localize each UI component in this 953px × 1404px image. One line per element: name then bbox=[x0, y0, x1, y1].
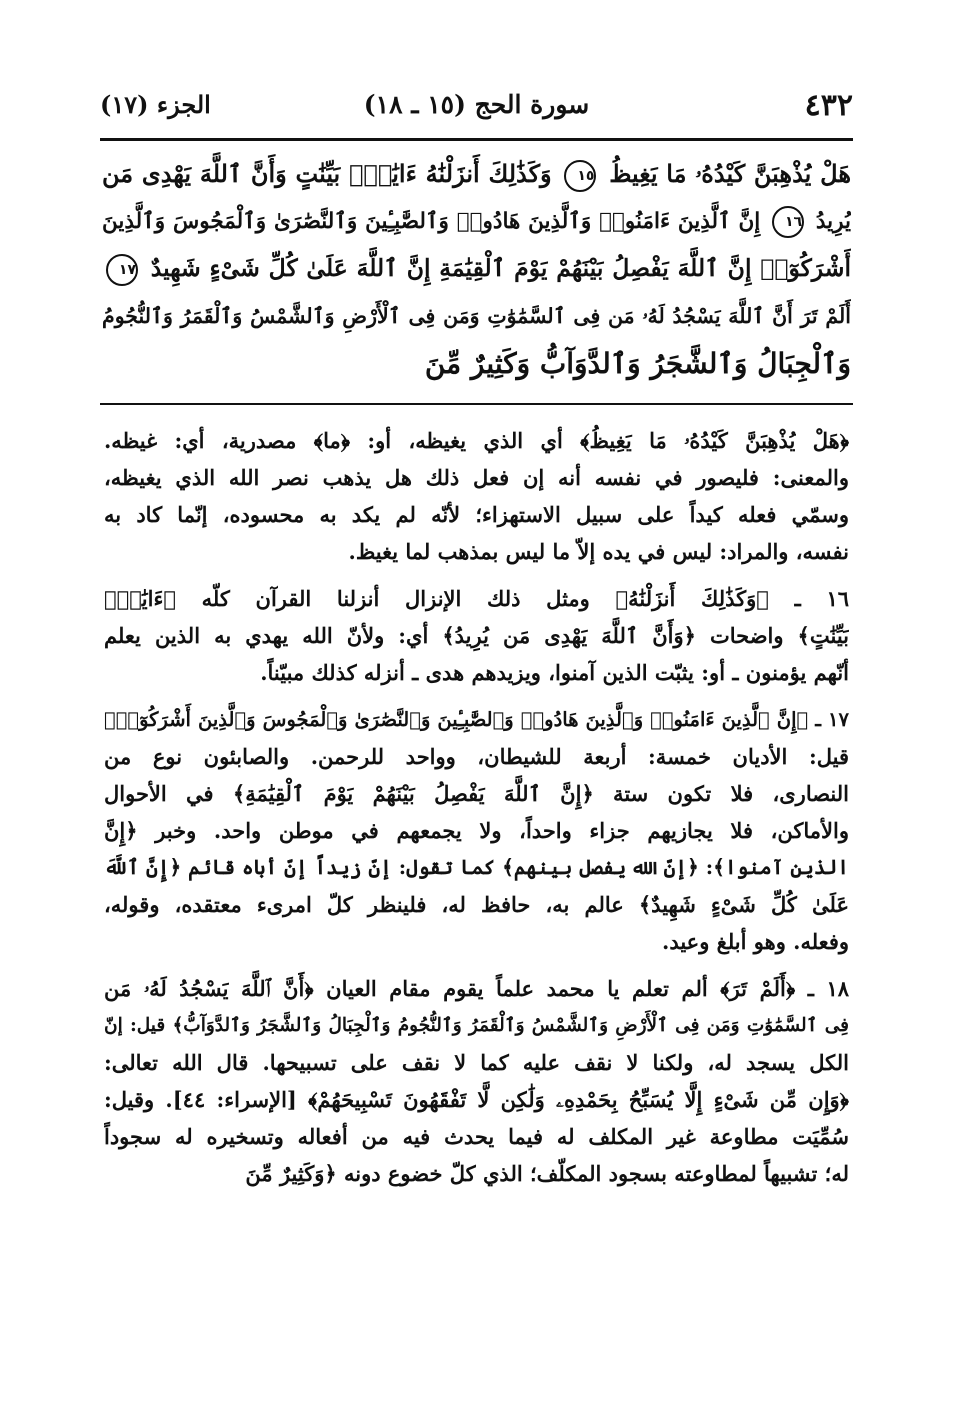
quran-verse-block bbox=[102, 150, 851, 390]
commentary-line: نفسه، والمراد: ليس في يده إلاّ ما ليس بمذهب لما يغيظ. bbox=[348, 539, 849, 564]
page-number: ٤٣٢ bbox=[804, 88, 853, 123]
commentary-paragraph bbox=[104, 422, 849, 570]
commentary-line: عَلَىٰ كُلِّ شَىْءٍ شَهِيدٌ﴾ عالم به، حافظ له، فلينظر كلّ امرىء معتقده، وقوله، bbox=[104, 892, 849, 917]
verse-text: هَلْ يُذْهِبَنَّ كَيْدُهُۥ مَا يَغِيظُ bbox=[609, 159, 851, 188]
verse-text: يُرِيدُ bbox=[815, 208, 851, 234]
commentary-line: والمعنى: فليصور في نفسه أنه إن فعل ذلك هل يذهب نصر الله الذي يغيظه، bbox=[104, 465, 849, 490]
commentary-line: ﴿وَإِن مِّن شَىْءٍ إِلَّا يُسَبِّحُ بِحَمْدِهِۦ وَلَٰكِن لَّا تَفْقَهُونَ تَسْبِيحَهُمْ﴾ [الإسراء: ٤٤]. وقيل: bbox=[104, 1087, 849, 1112]
commentary-paragraph bbox=[104, 580, 849, 691]
commentary-line: أنّهم يؤمنون ـ أو: يثبّت الذين آمنوا، ويزيدهم هدى ـ أنزله كذلك مبيّناً. bbox=[260, 660, 849, 685]
commentary-block bbox=[104, 422, 849, 1202]
commentary-line: النصارى، فلا تكون ستة ﴿إِنَّ ٱللَّهَ يَفْصِلُ بَيْنَهُمْ يَوْمَ ٱلْقِيَٰمَةِ﴾ في الأحوال bbox=[104, 781, 849, 806]
verse-line bbox=[102, 198, 851, 246]
commentary-line: بَيِّنَٰتٍ﴾ واضحات ﴿وَأَنَّ ٱللَّهَ يَهْدِى مَن يُرِيدُ﴾ أي: ولأنّ الله يهدي به الذين يعلم bbox=[104, 623, 849, 648]
surah-title: سورة الحج (١٥ ـ ١٨) bbox=[363, 90, 590, 119]
commentary-line: سُمِّيَت مطاوعة غير المكلف له فيما يحدث فيه من أفعاله وتسخيره له سجوداً bbox=[104, 1124, 849, 1149]
commentary-line: وسمّي فعله كيداً على سبيل الاستهزاء؛ لأنّه لم يكد به محسوده، إنّما كاد به bbox=[104, 502, 849, 527]
section-divider bbox=[100, 403, 853, 405]
ayah-marker-icon: ١٥ bbox=[564, 160, 596, 192]
commentary-line: فِى ٱلسَّمَٰوَٰتِ وَمَن فِى ٱلْأَرْضِ وَٱلشَّمْسُ وَٱلْقَمَرُ وَٱلنُّجُومُ وَٱلْجِبَالُ وَٱلشَّجَرُ وَٱلدَّوَآبُّ﴾ قيل: إنّ bbox=[104, 1015, 849, 1036]
ayah-marker-icon: ١٧ bbox=[106, 254, 138, 286]
verse-text: إِنَّ ٱلَّذِينَ ءَامَنُوا۟ وَٱلَّذِينَ هَادُوا۟ وَٱلصَّٰبِـِٔينَ وَٱلنَّصَٰرَىٰ وَٱلْمَجُوسَ وَٱلَّذِينَ bbox=[102, 208, 761, 234]
juz-label: الجزء (١٧) bbox=[100, 90, 211, 119]
commentary-line: وفعله. وهو أبلغ وعيد. bbox=[662, 929, 849, 954]
commentary-line: الكل يسجد له، ولكنا لا نقف عليه كما لا نقف على تسبيحها. قال الله تعالى: bbox=[104, 1050, 849, 1075]
verse-line bbox=[102, 340, 851, 388]
verse-line bbox=[102, 150, 851, 198]
verse-text: أَلَمْ تَرَ أَنَّ ٱللَّهَ يَسْجُدُ لَهُۥ مَن فِى ٱلسَّمَٰوَٰتِ وَمَن فِى ٱلْأَرْضِ وَٱلشَّمْسُ وَٱلْقَمَرُ وَٱلنُّجُومُ bbox=[102, 303, 851, 328]
header-divider bbox=[100, 138, 853, 141]
commentary-line: له؛ تشبيهاً لمطاوعته بسجود المكلّف؛ الذي كلّ خضوع دونه ﴿وَكَثِيرٌ مِّنَ bbox=[245, 1161, 849, 1186]
commentary-line: ﴿هَلْ يُذْهِبَنَّ كَيْدُهُۥ مَا يَغِيظُ﴾ أي الذي يغيظه، أو: ﴿ما﴾ مصدرية، أي: غيظه. bbox=[104, 428, 849, 453]
ayah-marker-icon: ١٦ bbox=[772, 206, 804, 238]
commentary-line: والأماكن، فلا يجازيهم جزاء واحداً، ولا يجمعهم في موطن واحد. وخبر ﴿إِنَّ bbox=[104, 818, 849, 843]
commentary-line: قيل: الأديان خمسة: أربعة للشيطان، وواحد للرحمن. والصابئون نوع من bbox=[104, 744, 849, 769]
commentary-paragraph bbox=[104, 701, 849, 960]
commentary-line: ١٦ ـ ﴿وَكَذَٰلِكَ أَنزَلْنَٰهُ﴾ ومثل ذلك الإنزال أنزلنا القرآن كلّه ﴿ءَايَٰتٍۭ bbox=[104, 586, 849, 611]
commentary-paragraph bbox=[104, 970, 849, 1192]
commentary-line: ١٧ ـ ﴿إِنَّ ٱلَّذِينَ ءَامَنُوا۟ وَٱلَّذِينَ هَادُوا۟ وَٱلصَّٰبِـِٔينَ وَٱلنَّصَٰرَىٰ وَٱلْمَجُوسَ وَٱلَّذِينَ أَشْرَكُوٓا۟﴾ bbox=[104, 708, 849, 731]
verse-line bbox=[102, 245, 851, 293]
verse-text: وَكَذَٰلِكَ أَنزَلْنَٰهُ ءَايَٰتٍۭ بَيِّنَٰتٍ وَأَنَّ ٱللَّهَ يَهْدِى مَن bbox=[102, 159, 552, 188]
verse-line bbox=[102, 293, 851, 341]
page-header bbox=[100, 88, 853, 138]
commentary-line: الذين آمنوا﴾: ﴿إنّ الله يفصل بينهم﴾ كما تقول: إنّ زيداً إنّ أباه قائم ﴿إِنَّ ٱللَّهَ bbox=[104, 855, 849, 879]
verse-text: أَشْرَكُوٓا۟ إِنَّ ٱللَّهَ يَفْصِلُ بَيْنَهُمْ يَوْمَ ٱلْقِيَٰمَةِ إِنَّ ٱللَّهَ عَلَىٰ كُلِّ شَىْءٍ شَهِيدٌ bbox=[150, 254, 851, 282]
commentary-line: ١٨ ـ ﴿أَلَمْ تَرَ﴾ ألم تعلم يا محمد علماً يقوم مقام العيان ﴿أَنَّ ٱللَّهَ يَسْجُدُ لَهُۥ مَن bbox=[104, 976, 849, 1001]
verse-text: وَٱلْجِبَالُ وَٱلشَّجَرُ وَٱلدَّوَآبُّ وَكَثِيرٌ مِّنَ bbox=[424, 347, 851, 380]
